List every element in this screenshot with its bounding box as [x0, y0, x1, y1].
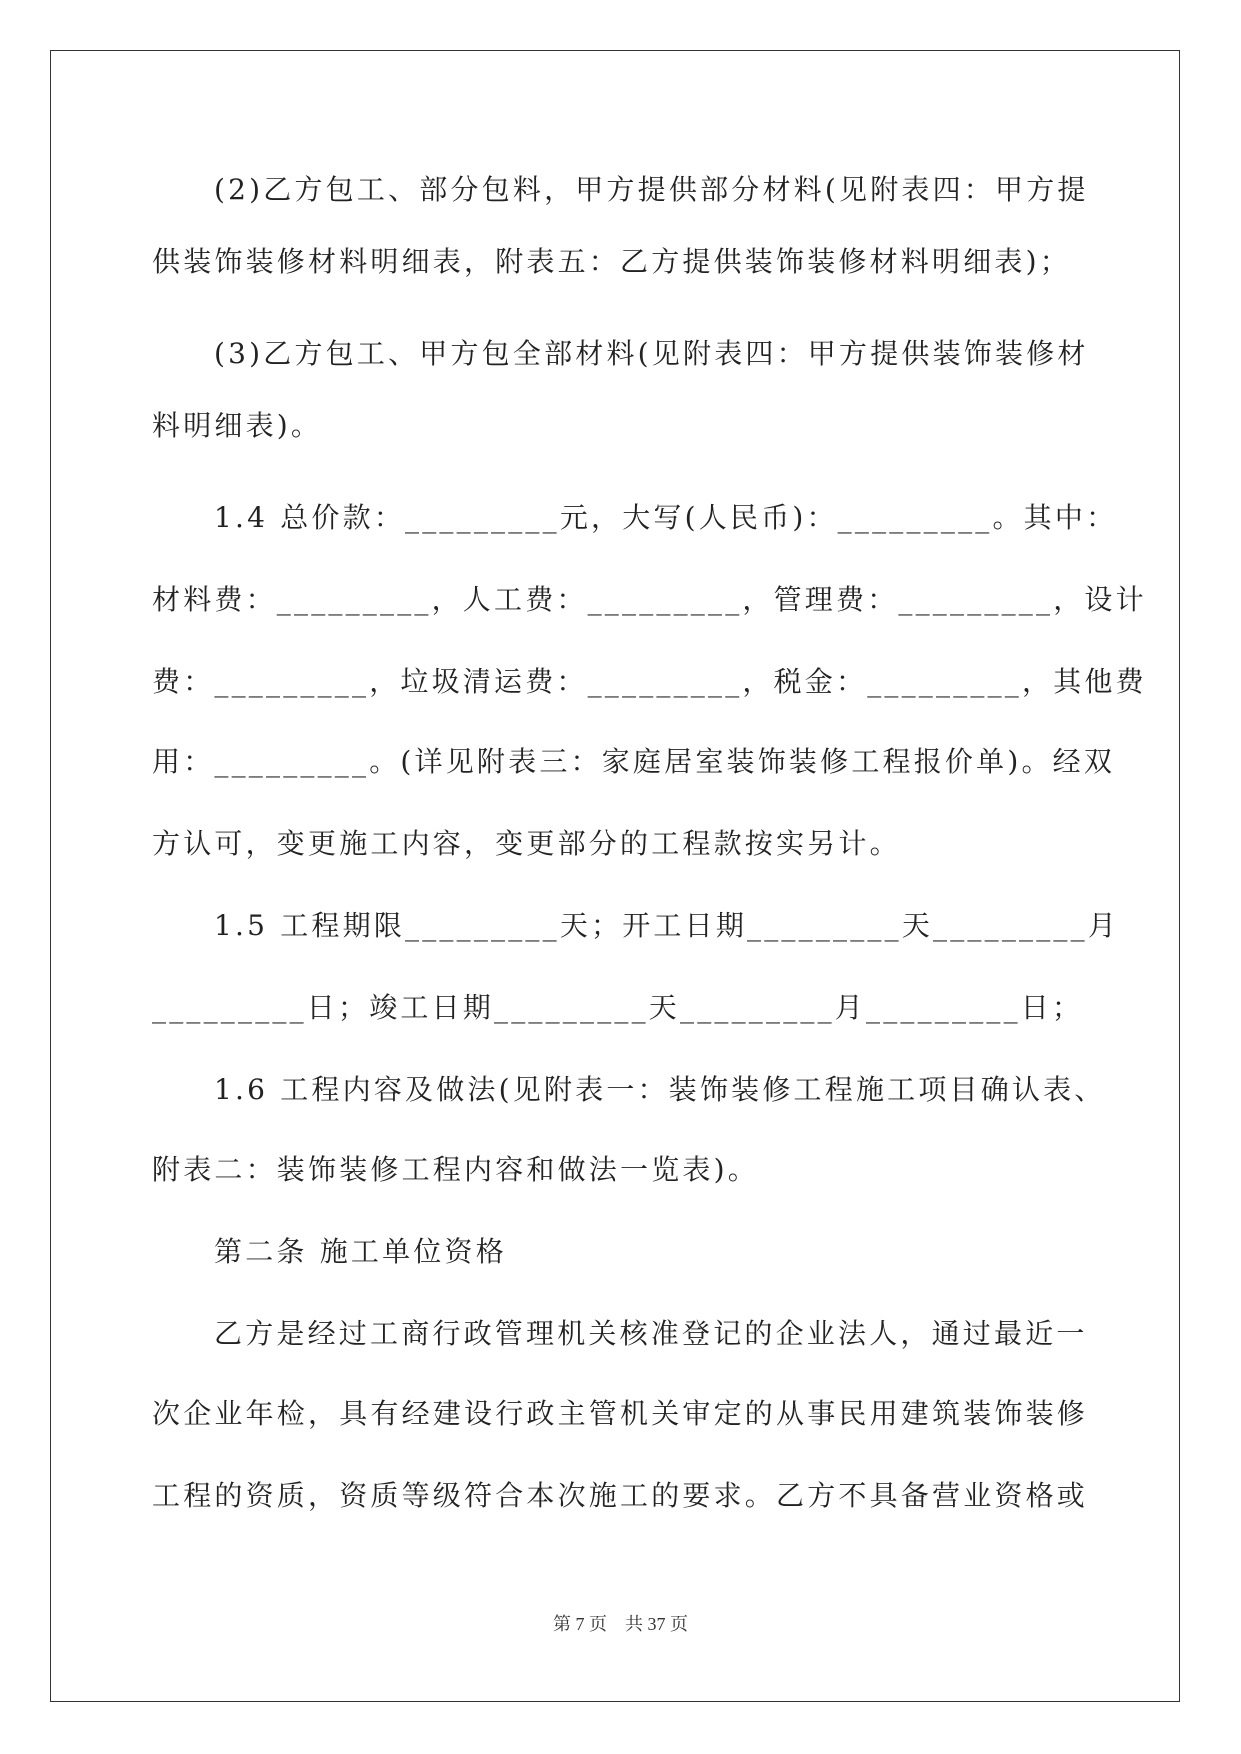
text-line: 次企业年检，具有经建设行政主管机关审定的从事民用建筑装饰装修 — [152, 1397, 1089, 1430]
text-line: (2)乙方包工、部分包料，甲方提供部分材料(见附表四：甲方提 — [214, 173, 1089, 206]
text-line: 1.6 工程内容及做法(见附表一：装饰装修工程施工项目确认表、 — [214, 1073, 1106, 1106]
text-line: 乙方是经过工商行政管理机关核准登记的企业法人，通过最近一 — [214, 1317, 1088, 1350]
section-heading: 第二条 施工单位资格 — [214, 1235, 507, 1268]
text-line: 附表二：装饰装修工程内容和做法一览表)。 — [152, 1153, 759, 1186]
page-number: 第 7 页 共 37 页 — [553, 1614, 688, 1634]
page-border — [50, 50, 1180, 1702]
text-line: (3)乙方包工、甲方包全部材料(见附表四：甲方提供装饰装修材 — [214, 337, 1089, 370]
text-line: 用：_________。(详见附表三：家庭居室装饰装修工程报价单)。经双 — [152, 745, 1116, 778]
text-line: 工程的资质，资质等级符合本次施工的要求。乙方不具备营业资格或 — [152, 1479, 1089, 1512]
text-line: 供装饰装修材料明细表，附表五：乙方提供装饰装修材料明细表)； — [152, 245, 1071, 278]
text-line: 费：_________，垃圾清运费：_________，税金：_________，其他费 — [152, 665, 1147, 698]
text-line: _________日；竣工日期_________天_________月_________日； — [152, 991, 1084, 1024]
text-line: 料明细表)。 — [152, 409, 323, 442]
text-line: 方认可，变更施工内容，变更部分的工程款按实另计。 — [152, 827, 901, 860]
text-line: 1.4 总价款：_________元，大写(人民币)：_________。其中： — [214, 501, 1118, 534]
text-line: 1.5 工程期限_________天；开工日期_________天_________月 — [214, 909, 1120, 942]
text-line: 材料费：_________，人工费：_________，管理费：_________，设计 — [152, 583, 1147, 616]
